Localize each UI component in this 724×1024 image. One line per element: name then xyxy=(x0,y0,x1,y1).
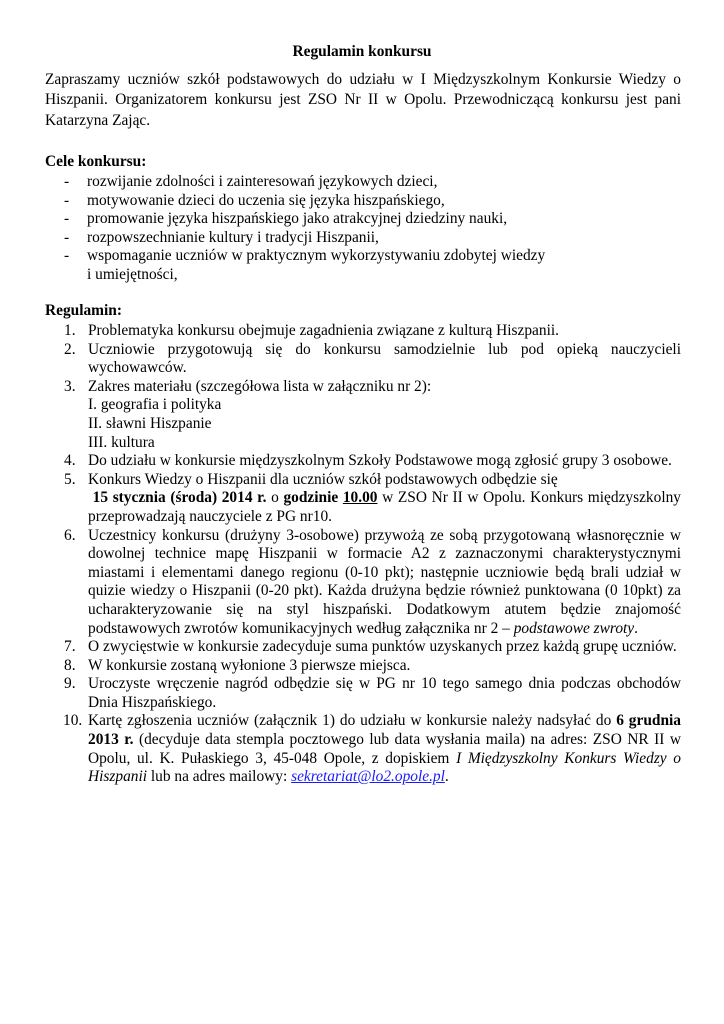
rule-number: 2. xyxy=(64,340,76,358)
rule-text: Problematyka konkursu obejmuje zagadnienia związane z kulturą Hiszpanii. xyxy=(88,322,559,339)
rule-number: 1. xyxy=(64,322,76,339)
rule-text: Uczniowie przygotowują się do konkursu samodzielnie lub pod opieką nauczycieli wychowawców. xyxy=(88,340,681,377)
event-hour: 10.00 xyxy=(342,489,378,507)
rule-item xyxy=(45,341,681,378)
rule-text: O zwycięstwie w konkursie zadecyduje suma punktów uzyskanych przez każdą grupę uczniów. xyxy=(88,638,677,656)
list-item: - wspomaganie uczniów w praktycznym wykorzystywaniu zdobytej wiedzy i umiejętności, xyxy=(64,247,546,283)
scope-item: I. geografia i polityka xyxy=(88,396,222,414)
rule-number: 9. xyxy=(64,675,76,693)
rule-item xyxy=(45,471,681,527)
document-title: Regulamin konkursu xyxy=(292,43,432,60)
rule-text: Do udziału w konkursie międzyszkolnym Szkoły Podstawowe mogą zgłosić grupy 3 osobowe. xyxy=(88,452,672,470)
rule-item xyxy=(45,638,681,657)
list-item: - rozpowszechnianie kultury i tradycji Hiszpanii, xyxy=(64,228,379,246)
rule-item xyxy=(45,378,681,452)
rule-number: 10. xyxy=(63,712,83,730)
list-item: - rozwijanie zdolności i zainteresowań językowych dzieci, xyxy=(64,173,438,190)
rules-heading: Regulamin: xyxy=(45,302,122,319)
rule-number: 8. xyxy=(64,656,76,674)
scope-item: II. sławni Hiszpanie xyxy=(88,414,212,432)
phrases-reference: podstawowe zwroty xyxy=(513,619,635,637)
rule-text: Uczestnicy konkursu (drużyny 3-osobowe) przywożą ze sobą przygotowaną własnoręcznie w dowolnej technice mapę Hiszpanii w formacie A2 z zaznaczonymi charakterystycznymi miastami i elementami danego regionu (0-10 pkt); następnie uczniowie będą brali udział w quizie wiedzy o Hiszpanii (0-20 pkt). Każda drużyna będzie również punktowana (0 10pkt) za ucharakteryzowanie się na styl hiszpański. Dodatkowym atutem będzie znajomość podstawowych zwrotów komunikacyjnych według załącznika nr 2 – xyxy=(88,526,681,637)
rule-text: Uroczyste wręczenie nagród odbędzie się w PG nr 10 tego samego dnia podczas obchodów Dnia Hiszpańskiego. xyxy=(88,675,681,711)
rule-5-continued: 15 stycznia (środa) 2014 r. o godzinie 10.00 w ZSO Nr II w Opolu. Konkurs międzyszkolny przeprowadzają nauczyciele z PG nr10. xyxy=(88,489,681,525)
rule-number: 4. xyxy=(64,452,76,470)
rule-number: 3. xyxy=(64,377,76,395)
rules-list xyxy=(45,322,681,787)
list-item: - promowanie języka hiszpańskiego jako atrakcyjnej dziedziny nauki, xyxy=(64,210,508,228)
intro-text: Zapraszamy uczniów szkół podstawowych do udziału w I Międzyszkolnym Konkursie Wiedzy o Hiszpanii. Organizatorem konkursu jest ZSO Nr II w Opolu. Przewodniczącą konkursu jest pani Katarzyna Zając. xyxy=(45,71,681,129)
email-link[interactable]: sekretariat@lo2.opole.pl xyxy=(291,768,445,786)
rule-text: Kartę zgłoszenia uczniów (załącznik 1) do udziału w konkursie należy nadsyłać do xyxy=(88,712,612,730)
scope-item: III. kultura xyxy=(88,433,155,451)
rule-text: W konkursie zostaną wyłonione 3 pierwsze miejsca. xyxy=(88,656,411,674)
goals-list xyxy=(45,173,681,285)
rule-item xyxy=(45,322,681,341)
goals-heading: Cele konkursu: xyxy=(45,153,147,170)
rule-number: 7. xyxy=(64,638,76,656)
list-item: - motywowanie dzieci do uczenia się języka hiszpańskiego, xyxy=(64,191,445,209)
rule-number: 6. xyxy=(64,526,76,544)
rule-item: 10. Kartę zgłoszenia uczniów (załącznik 1) do udziału w konkursie należy nadsyłać do 6 grudnia 2013 r. (decyduje data stempla pocztowego lub data wysłania maila) na adres: ZSO NR II w Opolu, ul. K. Pułaskiego 3, 45-048 Opole, z dopiskiem I Międzyszkolny Konkurs Wiedzy o Hiszpanii lub na adres mailowy: sekretariat@lo2.opole.pl. xyxy=(63,712,681,786)
rule-item xyxy=(45,675,681,712)
rule-number: 5. xyxy=(64,470,76,488)
rule-item xyxy=(45,657,681,676)
intro-paragraph xyxy=(45,70,681,131)
event-date: 15 stycznia (środa) 2014 r. xyxy=(92,489,267,507)
envelope-note: I Międzyszkolny Konkurs Wiedzy o Hiszpanii xyxy=(88,749,681,786)
rule-text: Zakres materiału (szczegółowa lista w załączniku nr 2): xyxy=(88,377,432,395)
rule-text: Konkurs Wiedzy o Hiszpanii dla uczniów szkół podstawowych odbędzie się xyxy=(88,470,558,488)
rule-item xyxy=(45,452,681,471)
rule-item: 6. Uczestnicy konkursu (drużyny 3-osobowe) przywożą ze sobą przygotowaną własnoręcznie w dowolnej technice mapę Hiszpanii w formacie A2 z zaznaczonymi charakterystycznymi miastami i elementami danego regionu (0-10 pkt); następnie uczniowie będą brali udział w quizie wiedzy o Hiszpanii (0-20 pkt). Każda drużyna będzie również punktowana (0 10pkt) za ucharakteryzowanie się na styl hiszpański. Dodatkowym atutem będzie znajomość podstawowych zwrotów komunikacyjnych według załącznika nr 2 – podstawowe zwroty. xyxy=(64,526,681,637)
deadline-date: 6 grudnia 2013 r. xyxy=(88,712,681,749)
